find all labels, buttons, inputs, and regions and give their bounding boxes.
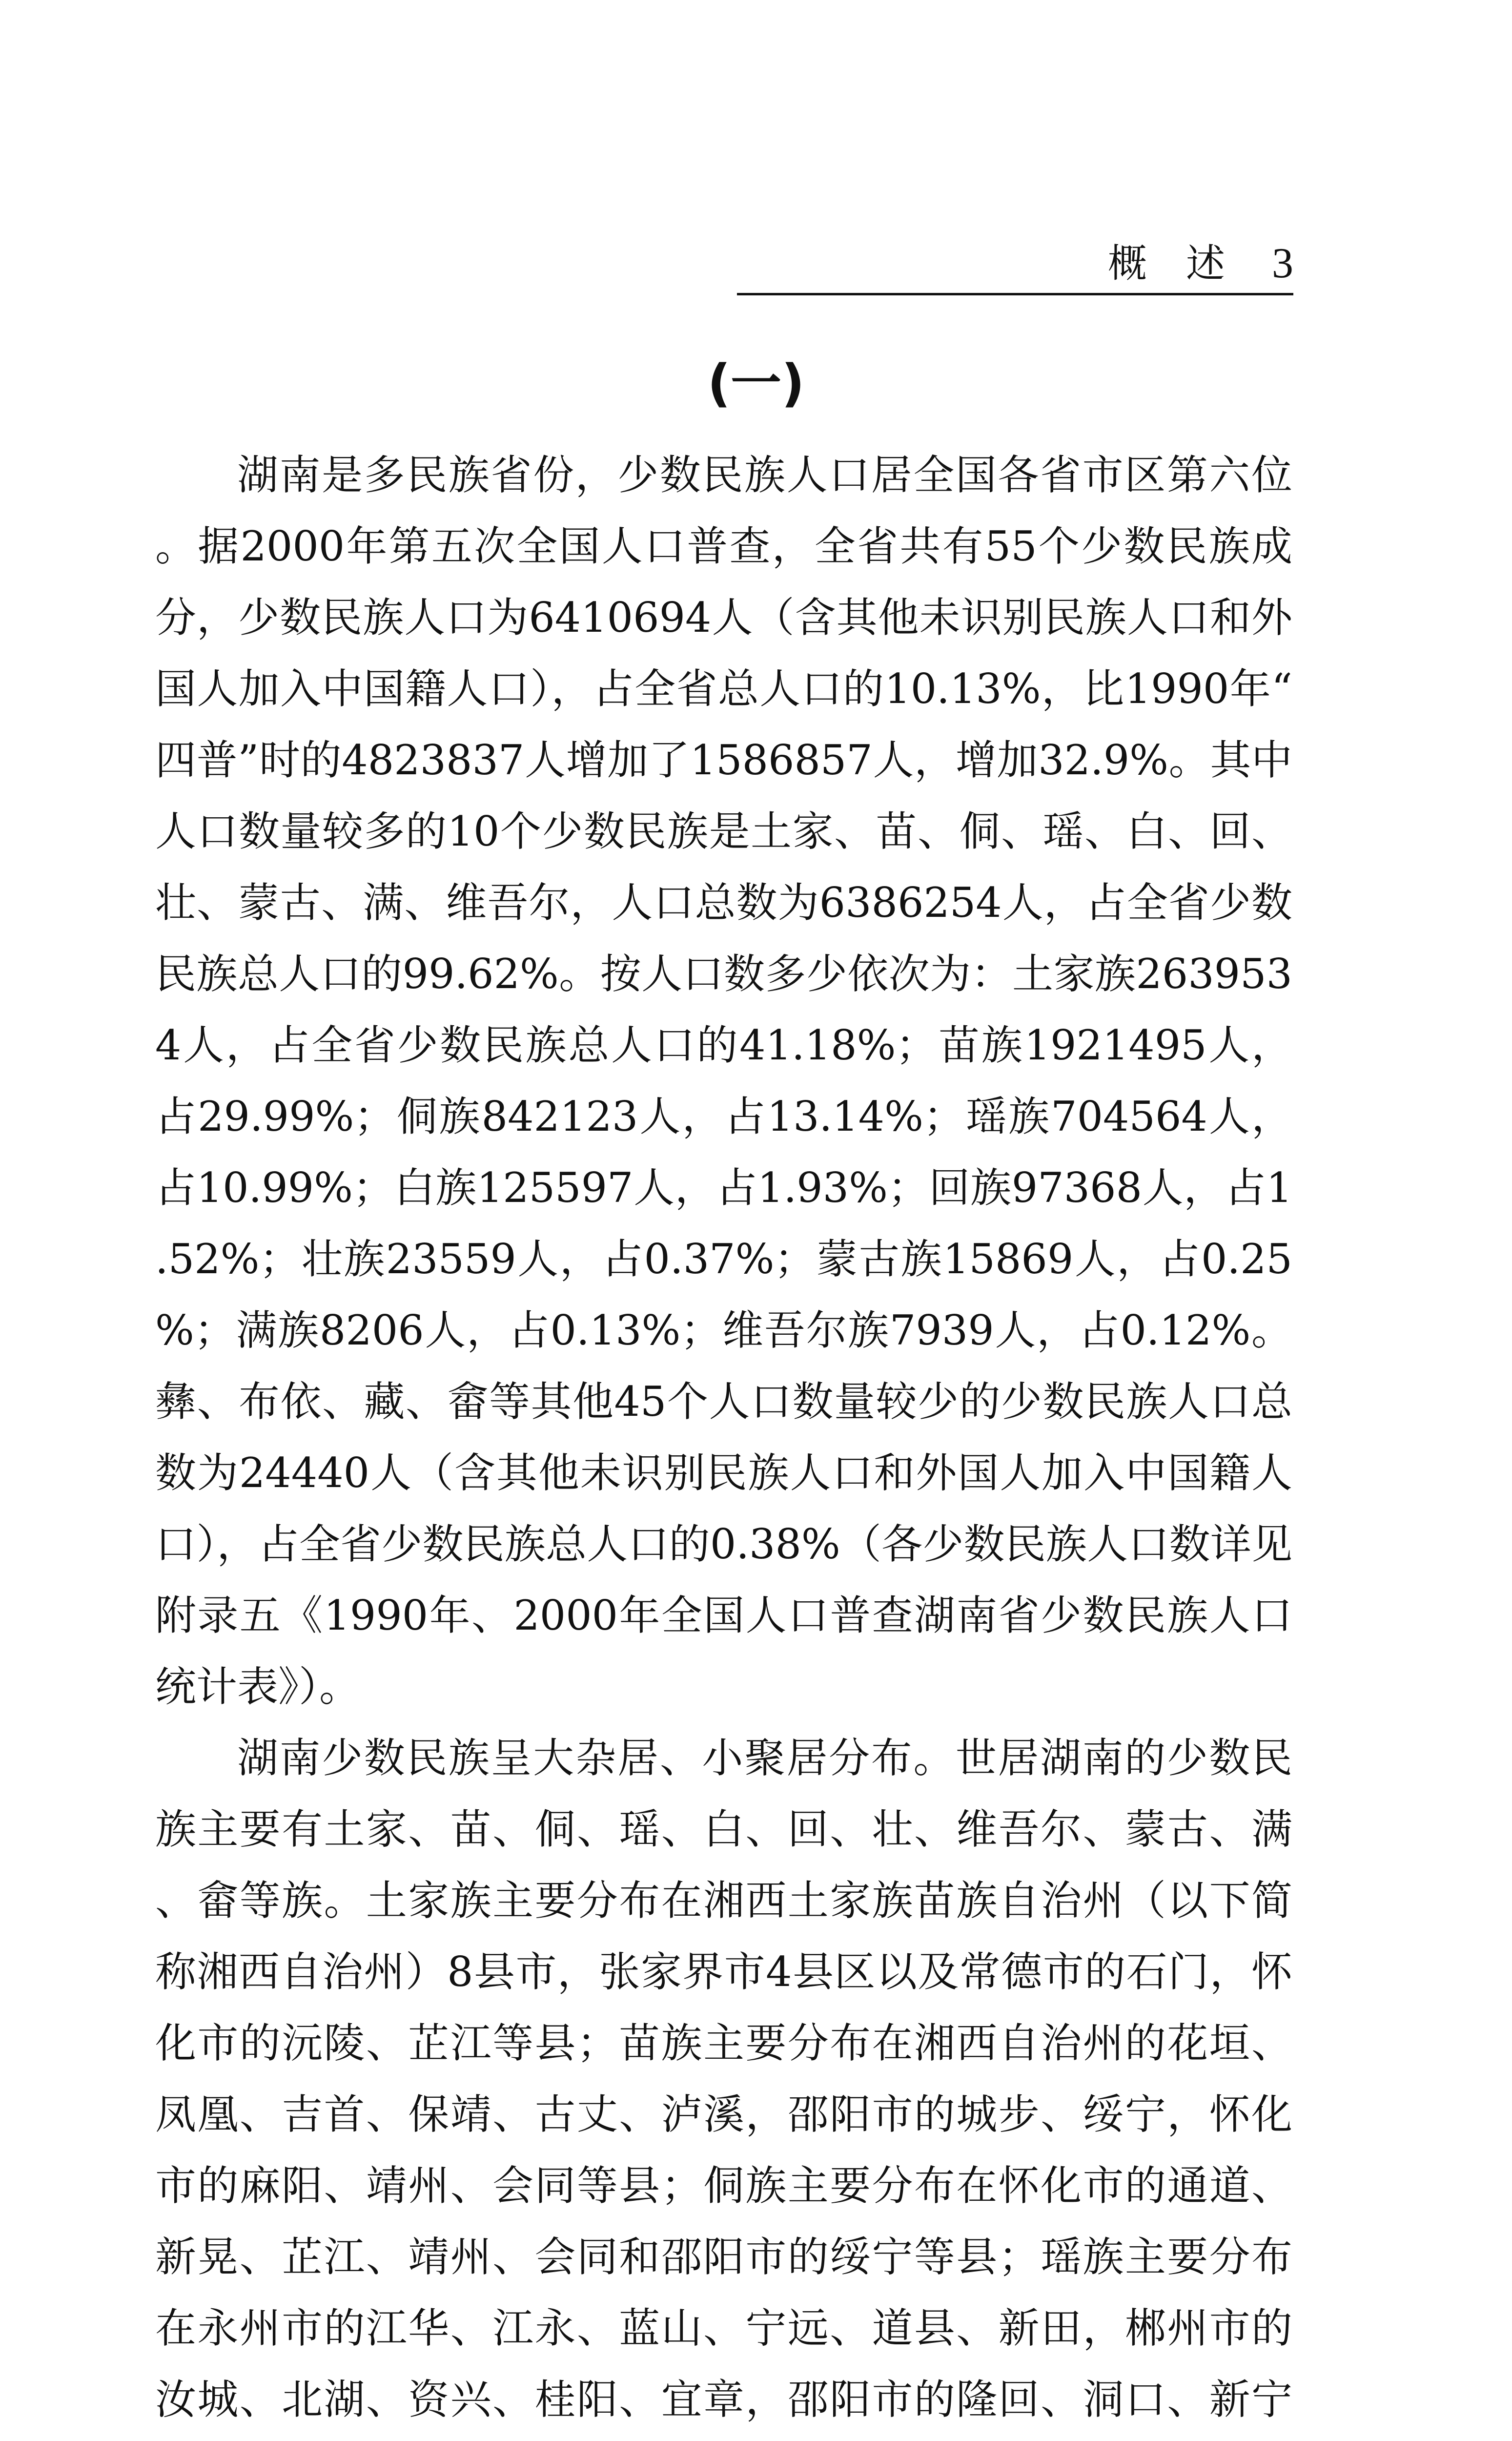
running-head-title: 概述 — [1108, 241, 1264, 286]
page-number: 3 — [1272, 240, 1293, 287]
body-text — [155, 439, 1292, 2441]
paragraph-population: 湖南是多民族省份，少数民族人口居全国各省市区第六位。据2000年第五次全国人口普查，全省共有55个少数民族成分，少数民族人口为6410694人（含其他未识别民族人口和外国人加入中国籍人口），占全省总人口的10.13%，比1990年“四普”时的4823837人增加了1586857人，增加32.9%。其中人口数量较多的10个少数民族是土家、苗、侗、瑶、白、回、壮、蒙古、满、维吾尔，人口总数为6386254人，占全省少数民族总人口的99.62%。按人口数多少依次为：土家族2639534人，占全省少数民族总人口的41.18%；苗族1921495人，占29.99%；侗族842123人，占13.14%；瑶族704564人，占10.99%；白族125597人，占1.93%；回族97368人，占1.52%；壮族23559人，占0.37%；蒙古族15869人，占0.25%；满族8206人，占0.13%；维吾尔族7939人，占0.12%。彝、布依、藏、畲等其他45个人口数量较少的少数民族人口总数为24440人（含其他未识别民族人口和外国人加入中国籍人口），占全省少数民族总人口的0.38%（各少数民族人口数详见附录五《1990年、2000年全国人口普查湖南省少数民族人口统计表》）。 — [155, 451, 1293, 1711]
section-heading: (一) — [707, 353, 805, 413]
running-head — [737, 239, 1293, 295]
paragraph-distribution: 湖南少数民族呈大杂居、小聚居分布。世居湖南的少数民族主要有土家、苗、侗、瑶、白、回、壮、维吾尔、蒙古、满、畲等族。土家族主要分布在湘西土家族苗族自治州（以下简称湘西自治州）8县市，张家界市4县区以及常德市的石门，怀化市的沅陵、芷江等县；苗族主要分布在湘西自治州的花垣、凤凰、吉首、保靖、古丈、泸溪，邵阳市的城步、绥宁，怀化市的麻阳、靖州、会同等县；侗族主要分布在怀化市的通道、新晃、芷江、靖州、会同和邵阳市的绥宁等县；瑶族主要分布在永州市的江华、江永、蓝山、宁远、道县、新田，郴州市的汝城、北湖、资兴、桂阳、宜章，邵阳市的隆回、洞口、新宁 — [155, 1734, 1292, 2423]
